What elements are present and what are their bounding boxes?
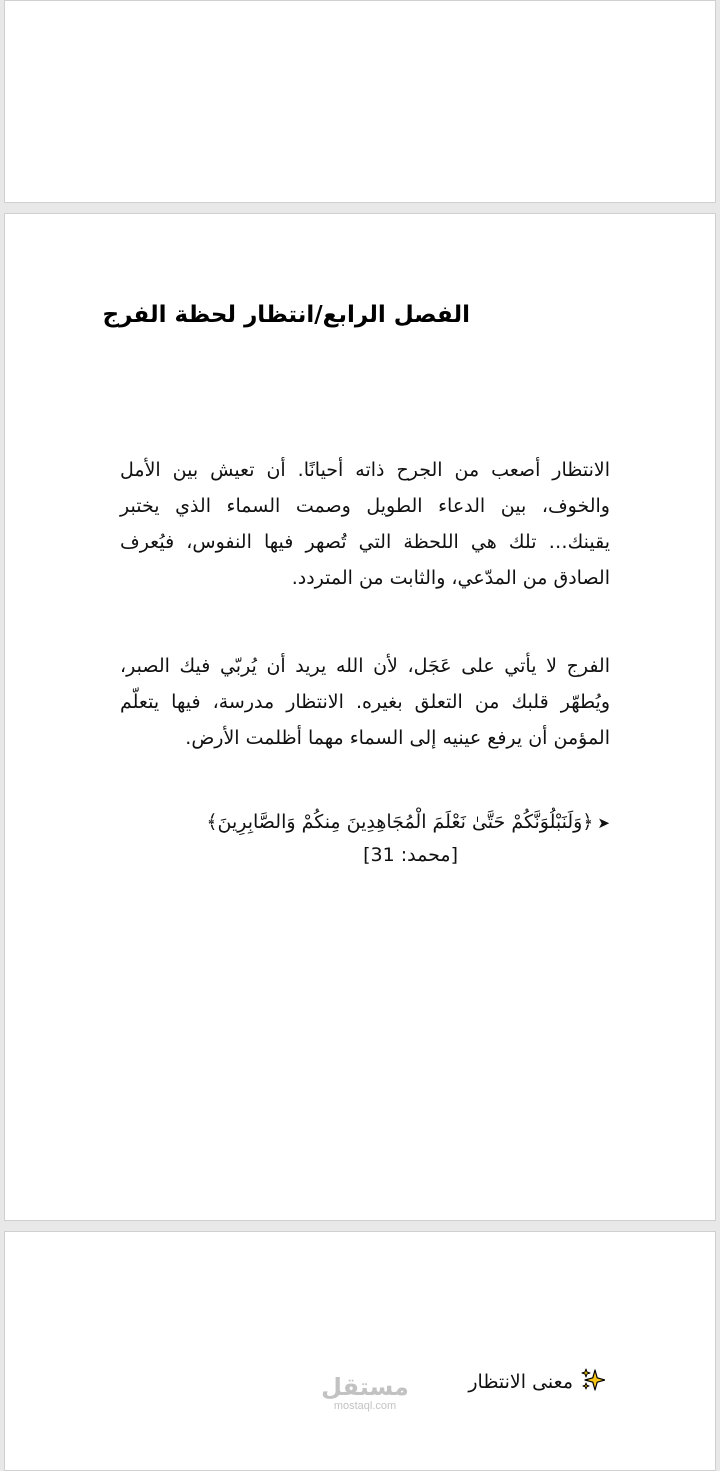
sparkles-icon — [581, 1368, 605, 1397]
document-page-previous — [4, 0, 716, 203]
verse-text: ﴿وَلَنَبْلُوَنَّكُمْ حَتَّىٰ نَعْلَمَ الْمُجَاهِدِينَ مِنكُمْ وَالصَّابِرِينَ﴾ — [206, 811, 594, 833]
section-heading — [468, 1368, 605, 1397]
quran-verse — [120, 806, 610, 871]
section-heading-text: معنى الانتظار — [468, 1371, 573, 1393]
paragraph-waiting: الانتظار أصعب من الجرح ذاته أحيانًا. أن تعيش بين الأمل والخوف، بين الدعاء الطويل وصمت السماء الذي يختبر يقينك… تلك هي اللحظة التي تُصهر فيها النفوس، فيُعرف الصادق من المدّعي، والثابت من المتردد. — [120, 459, 610, 589]
watermark-latin: mostaql.com — [333, 1400, 397, 1412]
document-page-next — [4, 1231, 716, 1471]
document-page-chapter-four — [4, 213, 716, 1221]
arrow-bullet-icon: ➤ — [597, 814, 610, 832]
verse-source: [محمد: 31] — [363, 844, 458, 866]
chapter-title: الفصل الرابع/انتظار لحظة الفرج — [102, 302, 470, 328]
paragraph-relief: الفرج لا يأتي على عَجَل، لأن الله يريد أن يُربّي فيك الصبر، ويُطهّر قلبك من التعلق بغيره. الانتظار مدرسة، فيها يتعلّم المؤمن أن يرفع عينيه إلى السماء مهما أظلمت الأرض. — [120, 655, 610, 749]
watermark-arabic: مستقل — [321, 1373, 409, 1401]
mostaql-watermark — [317, 1374, 413, 1412]
